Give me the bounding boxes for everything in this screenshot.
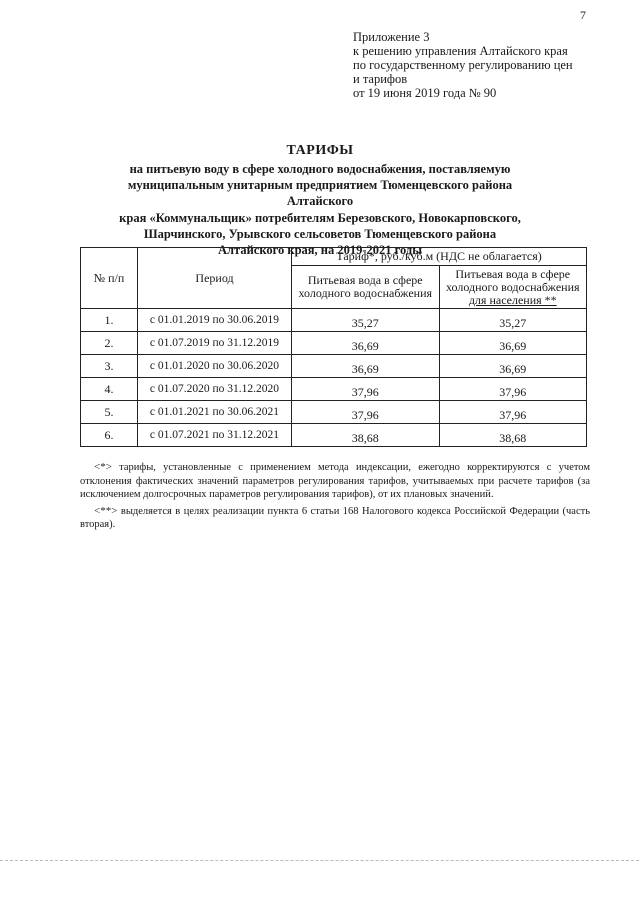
header-col-line: Питьевая вода в сфере <box>455 266 571 281</box>
row-num: 5. <box>81 401 138 424</box>
title-line: Шарчинского, Урывского сельсоветов Тюменцевского района <box>143 226 497 241</box>
table-row <box>81 424 587 447</box>
row-value-drinking: 36,69 <box>292 355 440 378</box>
row-num: 4. <box>81 378 138 401</box>
title-line: муниципальным унитарным предприятием Тюменцевского района Алтайского <box>127 178 513 209</box>
row-value-drinking: 38,68 <box>292 424 440 447</box>
title-line: Алтайского края, на 2019-2021 годы <box>218 243 422 258</box>
title-line: на питьевую воду в сфере холодного водоснабжения, поставляемую <box>129 162 511 176</box>
footnote-mark: <**> <box>94 504 118 517</box>
footnotes <box>80 461 590 535</box>
row-value-drinking: 37,96 <box>292 401 440 424</box>
header-col-line: холодного водоснабжения <box>445 279 580 294</box>
row-period: с 01.01.2019 по 30.06.2019 <box>138 309 292 332</box>
row-value-drinking: 37,96 <box>292 378 440 401</box>
title-line: края «Коммунальщик» потребителям Березовского, Новокарповского, <box>119 210 521 225</box>
header-col-population <box>439 266 587 309</box>
header-col-line: холодного водоснабжения <box>298 286 433 300</box>
appendix-line: от 19 июня 2019 года № 90 <box>353 86 497 100</box>
row-period: с 01.07.2021 по 31.12.2021 <box>138 424 292 447</box>
row-period: с 01.07.2019 по 31.12.2019 <box>138 332 292 355</box>
row-num: 6. <box>81 424 138 447</box>
footnote-2 <box>80 505 590 532</box>
row-value-population: 36,69 <box>439 332 587 355</box>
row-value-population: 35,27 <box>439 309 587 332</box>
row-num: 1. <box>81 309 138 332</box>
table-row <box>81 332 587 355</box>
row-value-population: 37,96 <box>439 401 587 424</box>
row-num: 2. <box>81 332 138 355</box>
row-period: с 01.01.2020 по 30.06.2020 <box>138 355 292 378</box>
header-col-drinking-water <box>292 266 440 309</box>
header-period: Период <box>138 248 292 309</box>
row-period: с 01.07.2020 по 31.12.2020 <box>138 378 292 401</box>
scan-edge-divider <box>0 860 639 861</box>
table-row <box>81 355 587 378</box>
table-row <box>81 378 587 401</box>
appendix-line: по государственному регулированию цен <box>353 58 573 72</box>
title-main: ТАРИФЫ <box>286 143 354 158</box>
row-value-drinking: 35,27 <box>292 309 440 332</box>
table-row <box>81 401 587 424</box>
footnote-1 <box>80 461 590 502</box>
row-value-population: 38,68 <box>439 424 587 447</box>
appendix-line: Приложение 3 <box>353 30 430 44</box>
tariffs-table <box>80 247 587 447</box>
header-col-line: Питьевая вода в сфере <box>307 273 423 287</box>
row-value-population: 36,69 <box>439 355 587 378</box>
table-row <box>81 309 587 332</box>
footnote-text: выделяется в целях реализации пункта 6 статьи 168 Налогового кодекса Российской Федерации (часть вторая). <box>80 505 590 530</box>
row-value-population: 37,96 <box>439 378 587 401</box>
footnote-mark: <*> <box>94 461 112 473</box>
footnote-text: тарифы, установленные с применением метода индексации, ежегодно корректируются с учетом отклонения фактических значений параметров регулирования тарифов, учитываемых при расчете тарифов (за исключением долгосрочных параметров регулирования тарифов), от их плановых значений. <box>80 462 590 500</box>
header-col-line: для населения ** <box>468 292 557 307</box>
page-number: 7 <box>580 8 586 22</box>
appendix-line: и тарифов <box>353 72 408 86</box>
row-value-drinking: 36,69 <box>292 332 440 355</box>
document-title <box>100 143 540 258</box>
appendix-line: к решению управления Алтайского края <box>353 44 568 58</box>
row-num: 3. <box>81 355 138 378</box>
header-num: № п/п <box>81 248 138 309</box>
table-header-row <box>81 248 587 266</box>
header-tariff: Тариф*, руб./куб.м (НДС не облагается) <box>292 248 587 266</box>
row-period: с 01.01.2021 по 30.06.2021 <box>138 401 292 424</box>
appendix-header <box>353 30 623 100</box>
